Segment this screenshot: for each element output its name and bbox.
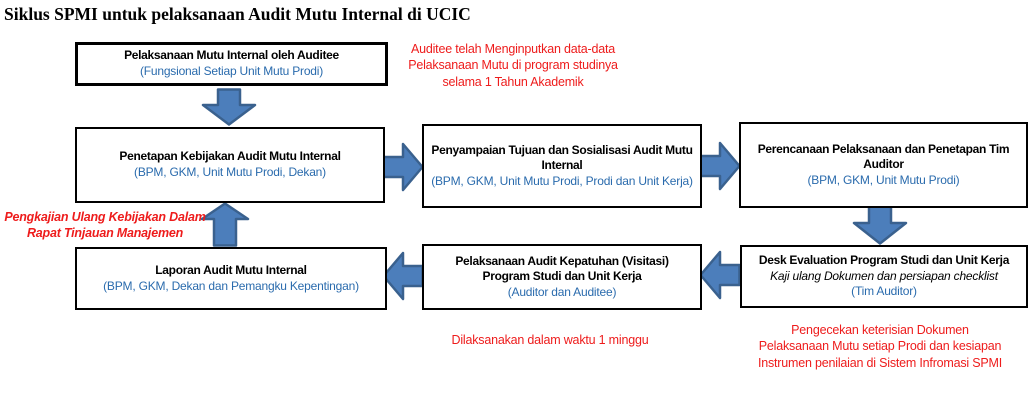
annotation-line: selama 1 Tahun Akademik — [442, 74, 584, 89]
box-title: Desk Evaluation Program Studi dan Unit Kerja — [758, 253, 1010, 268]
annotation-pengecekan-dokumen — [728, 322, 1032, 371]
box-laporan-audit — [75, 247, 387, 310]
page-title: Siklus SPMI untuk pelaksanaan Audit Mutu Internal di UCIC — [4, 4, 471, 24]
box-subtitle: (BPM, GKM, Unit Mutu Prodi) — [807, 172, 960, 187]
box-title: Perencanaan Pelaksanaan dan Penetapan Tim Auditor — [757, 141, 1010, 172]
annotation-auditee-input — [393, 41, 633, 90]
arrow-down-icon — [199, 88, 259, 126]
box-subtitle: (Fungsional Setiap Unit Mutu Prodi) — [139, 64, 324, 78]
box-title: Penyampaian Tujuan dan Sosialisasi Audit Mutu Internal — [431, 142, 693, 173]
box-subtitle: (Tim Auditor) — [851, 284, 917, 299]
annotation-line: Auditee telah Menginputkan data-data — [410, 42, 616, 56]
annotation-line: Pelaksanaan Mutu di program studinya — [408, 58, 618, 73]
box-title: Penetapan Kebijakan Audit Mutu Internal — [119, 149, 341, 164]
box-title: Pelaksanaan Audit Kepatuhan (Visitasi) Program Studi dan Unit Kerja — [455, 253, 669, 284]
box-subtitle: (BPM, GKM, Dekan dan Pemangku Kepentingan) — [103, 278, 359, 293]
box-audit-kepatuhan-visitasi — [422, 244, 702, 310]
arrow-right-icon — [699, 139, 741, 193]
box-penyampaian-tujuan — [422, 124, 702, 208]
box-perencanaan-tim-auditor — [739, 122, 1028, 208]
arrow-right-icon — [382, 140, 424, 194]
box-desk-evaluation — [740, 245, 1028, 308]
box-subtitle: (Auditor dan Auditee) — [507, 284, 617, 299]
arrow-left-icon — [699, 248, 741, 302]
annotation-line: Dilaksanakan dalam waktu 1 minggu — [451, 333, 649, 347]
arrow-left-icon — [382, 249, 424, 303]
box-pelaksanaan-mutu-internal — [75, 42, 388, 86]
annotation-waktu-pelaksanaan — [425, 332, 675, 348]
box-subtitle: (BPM, GKM, Unit Mutu Prodi, Dekan) — [134, 165, 326, 179]
box-penetapan-kebijakan — [75, 127, 385, 203]
box-note: Kaji ulang Dokumen dan persiapan checklist — [770, 268, 998, 283]
annotation-line: Pelaksanaan Mutu setiap Prodi dan kesiapan — [758, 339, 1002, 354]
annotation-line: Rapat Tinjauan Manajemen — [26, 226, 184, 241]
box-title: Laporan Audit Mutu Internal — [155, 262, 307, 277]
arrow-down-icon — [850, 205, 910, 245]
annotation-line: Pengecekan keterisian Dokumen — [791, 323, 969, 337]
box-subtitle: (BPM, GKM, Unit Mutu Prodi, Prodi dan Unit Kerja) — [431, 173, 693, 188]
annotation-line: Instrumen penilaian di Sistem Infromasi SPMI — [757, 355, 1003, 370]
box-title: Pelaksanaan Mutu Internal oleh Auditee — [124, 48, 339, 63]
annotation-pengkajian-ulang — [2, 209, 208, 242]
annotation-line: Pengkajian Ulang Kebijakan Dalam — [4, 210, 206, 224]
